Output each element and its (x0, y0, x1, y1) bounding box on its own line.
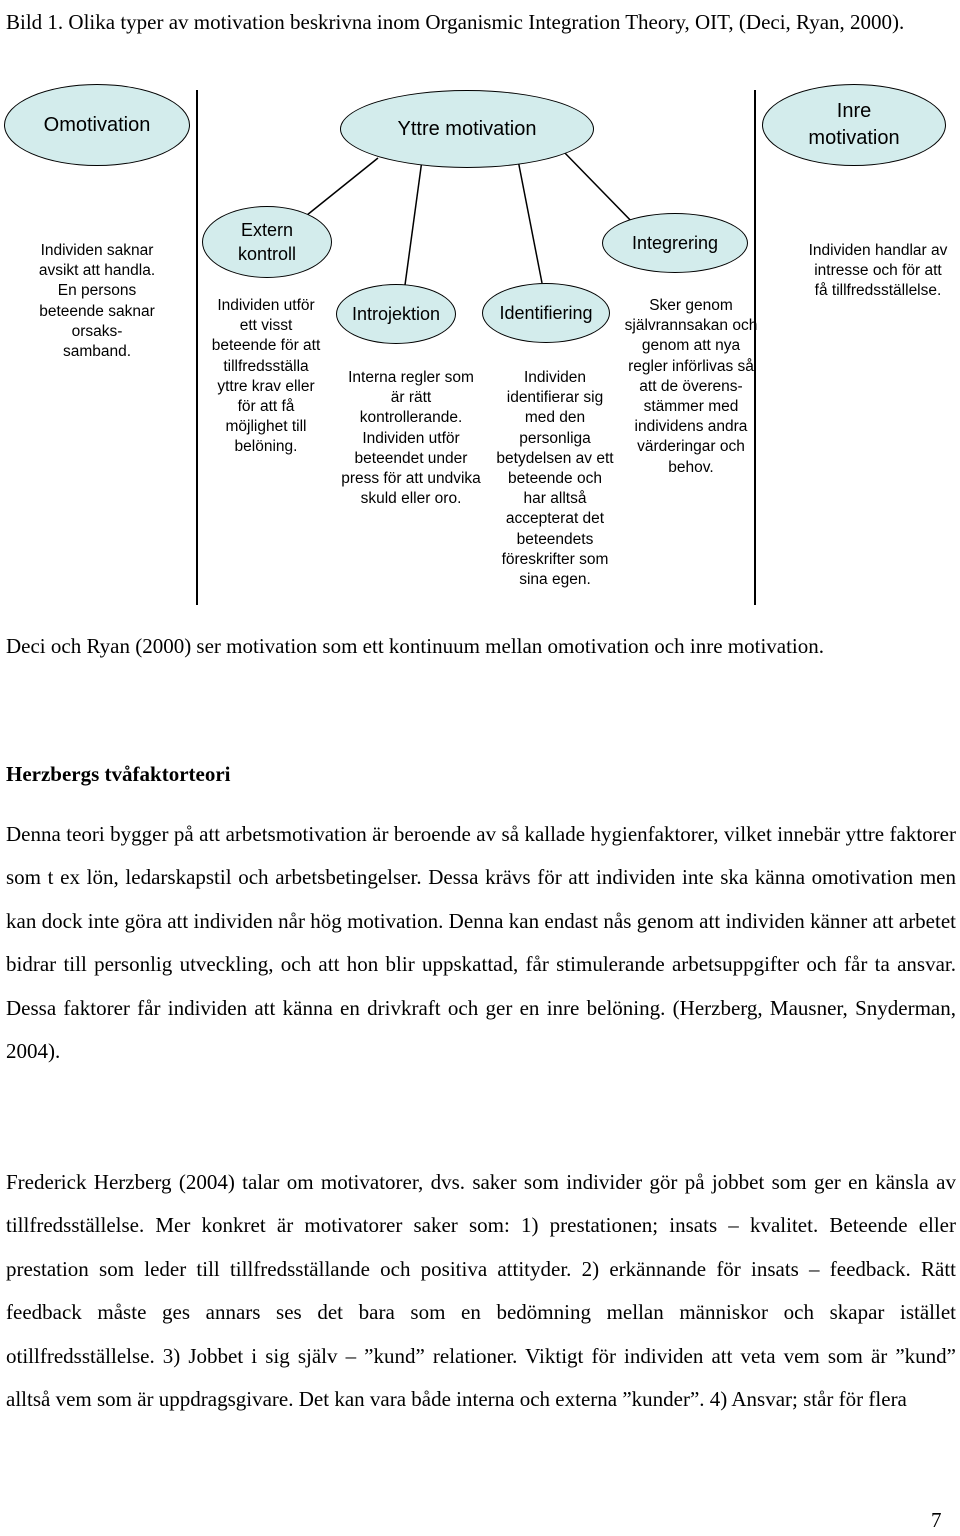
divider-left (196, 90, 198, 605)
yttre-motivation-label: Yttre motivation (397, 117, 537, 140)
omotivation-label: Omotivation (43, 113, 151, 136)
omotivation-ellipse (4, 84, 190, 166)
introjektion-description: Interna regler som är rätt kontrollerande. Individen utför beteendet under press för att undvika skuld eller oro. (341, 369, 481, 508)
extern-kontroll-description: Individen utför ett visst beteende för att tillfredsställa yttre krav eller för att få möjlighet till belöning. (211, 297, 321, 456)
extern-kontroll-label: Extern kontroll (237, 220, 297, 264)
omotivation-description: Individen saknar avsikt att handla. En persons beteende saknar orsaks-samband. (38, 242, 156, 361)
inre-motivation-description: Individen handlar av intresse och för att få tillfredsställelse. (808, 242, 948, 300)
identifiering-ellipse (482, 283, 610, 343)
extern-kontroll-ellipse (202, 206, 332, 278)
identifiering-description: Individen identifierar sig med den personliga betydelsen av ett beteende och har alltså accepterat det beteendets föreskrifter som sina egen. (496, 369, 614, 589)
deci-ryan-paragraph: Deci och Ryan (2000) ser motivation som ett kontinuum mellan omotivation och inre motivation. (6, 634, 825, 658)
page-number: 7 (931, 1508, 942, 1532)
yttre-motivation-ellipse (340, 90, 594, 168)
introjektion-label: Introjektion (351, 304, 441, 324)
inre-motivation-ellipse (762, 84, 946, 166)
connector-yttre-introjektion (405, 160, 422, 285)
figure-caption: Bild 1. Olika typer av motivation beskrivna inom Organismic Integration Theory, OIT, (Deci, Ryan, 2000). (6, 10, 905, 34)
integrering-description: Sker genom självrannsakan och genom att nya regler införlivas så att de överens-stämmer med individens andra värderingar och behov. (624, 297, 758, 476)
herzberg-paragraph-1: Denna teori bygger på att arbetsmotivation är beroende av så kallade hygienfaktorer, vilket innebär yttre faktorer som t ex lön, ledarskapstil och arbetsbetingelser. Dessa krävs för att individen inte ska känna omotivation men kan dock inte göra att individen når hög motivation. Denna kan endast nås genom att individen känner att arbetet bidrar till personlig utveckling, och att hon blir uppskattad, får stimulerande arbetsuppgifter och får ta ansvar. Dessa faktorer får individen att känna en drivkraft och ger en inre belöning. (Herzberg, Mausner, Snyderman, 2004). (6, 822, 956, 1064)
integrering-label: Integrering (631, 233, 719, 253)
inre-motivation-label: Inre motivation (808, 100, 900, 149)
section-heading: Herzbergs tvåfaktorteori (6, 762, 231, 786)
connector-yttre-identifiering (518, 160, 542, 283)
identifiering-label: Identifiering (499, 303, 593, 323)
herzberg-paragraph-2: Frederick Herzberg (2004) talar om motivatorer, dvs. saker som individer gör på jobbet som ger en känsla av tillfredsställelse. Mer konkret är motivatorer saker som: 1) prestationen; insats – kvalitet. Beteende eller prestation som leder till tillfredsställande och positiva attityder. 2) erkännande för insats – feedback. Rätt feedback måste ges annars ses det bara som en bedömning mellan människor och skapar istället otillfredsställelse. 3) Jobbet i sig själv – ”kund” relationer. Viktigt för individen att veta vem som är ”kund” alltså vem som är uppdragsgivare. Det kan vara både interna och externa ”kunder”. 4) Ansvar; står för flera (6, 1170, 956, 1412)
introjektion-ellipse (336, 284, 456, 344)
integrering-ellipse (602, 213, 748, 273)
connector-yttre-integrering (562, 150, 636, 226)
